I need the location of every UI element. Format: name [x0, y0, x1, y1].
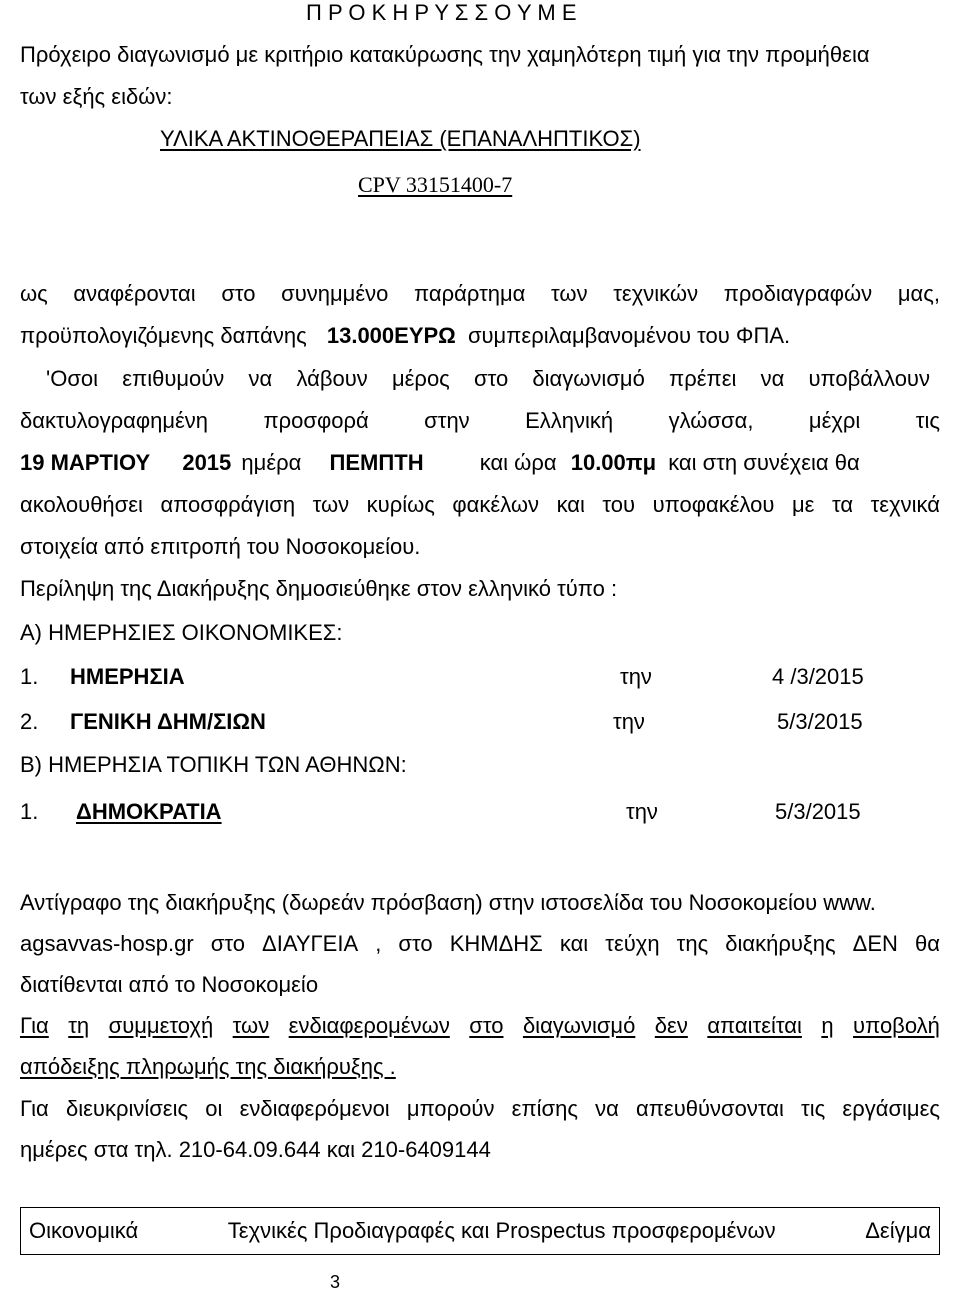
para3-line-1: Για τη συμμετοχή των ενδιαφερομένων στο διαγωνισμό δεν απαιτείται η υποβολή	[20, 1013, 940, 1038]
footer-cell-technical: Τεχνικές Προδιαγραφές και Prospectus προσφερομένων	[227, 1218, 776, 1243]
deadline-day: ΠΕΜΠΤΗ	[329, 450, 424, 475]
deadline-year: 2015	[182, 450, 232, 475]
para4-line-2: ημέρες στα τηλ. 210-64.09.644 και 210-6409144	[20, 1137, 491, 1162]
para1-line-4: δακτυλογραφημένη προσφορά στην Ελληνική γλώσσα, μέχρι τις	[20, 408, 940, 433]
para1-line-5: 19 ΜΑΡΤΙΟΥ 2015 ημέρα ΠΕΜΠΤΗ και ώρα 10.00πμ και στη συνέχεια θα	[20, 450, 860, 475]
cpv-code: CPV 33151400-7	[358, 172, 513, 197]
para2-line-3: διατίθενται από το Νοσοκομείο	[20, 972, 319, 997]
footer-cell-sample: Δείγμα	[865, 1218, 931, 1243]
summary-line: Περίληψη της Διακήρυξης δημοσιεύθηκε στον ελληνικό τύπο :	[20, 576, 618, 601]
footer-cell-economics: Οικονομικά	[29, 1218, 139, 1243]
para1-line-6: ακολουθήσει αποσφράγιση των κυρίως φακέλων και του υποφακέλου με τα τεχνικά	[20, 492, 940, 517]
footer-table	[20, 1207, 940, 1255]
para4-line-1: Για διευκρινίσεις οι ενδιαφερόμενοι μπορούν επίσης να απευθύνσονται τις εργάσιμες	[20, 1096, 940, 1121]
para1-line-3: 'Οσοι επιθυμούν να λάβουν μέρος στο διαγωνισμό πρέπει να υποβάλλουν	[46, 366, 930, 391]
document-title: Π Ρ Ο Κ Η Ρ Υ Σ Σ Ο Υ Μ Ε	[306, 0, 577, 25]
para1-line-7: στοιχεία από επιτροπή του Νοσοκομείου.	[20, 534, 421, 559]
para2-line-2: agsavvas-hosp.gr στο ΔΙΑΥΓΕΙΑ , στο ΚΗΜΔΗΣ και τεύχη της διακήρυξης ΔΕΝ θα	[20, 931, 940, 956]
subject-heading: ΥΛΙΚΑ ΑΚΤΙΝΟΘΕΡΑΠΕΙΑΣ (ΕΠΑΝΑΛΗΠΤΙΚΟΣ)	[160, 126, 641, 151]
group-b-heading: Β) ΗΜΕΡΗΣΙΑ ΤΟΠΙΚΗ ΤΩΝ ΑΘΗΝΩΝ:	[20, 752, 407, 777]
para2-line-1: Αντίγραφο της διακήρυξης (δωρεάν πρόσβαση) στην ιστοσελίδα του Νοσοκομείου www.	[20, 890, 876, 915]
para1-line-1: ως αναφέρονται στο συνημμένο παράρτημα των τεχνικών προδιαγραφών μας,	[20, 281, 940, 306]
intro-line-1: Πρόχειρο διαγωνισμό με κριτήριο κατακύρωσης την χαμηλότερη τιμή για την προμήθεια	[20, 42, 870, 67]
page-number: 3	[330, 1272, 341, 1292]
group-a-heading: Α) ΗΜΕΡΗΣΙΕΣ ΟΙΚΟΝΟΜΙΚΕΣ:	[20, 620, 343, 645]
para3-line-2: απόδειξης πληρωμής της διακήρυξης .	[20, 1054, 396, 1079]
para1-line-2: προϋπολογιζόμενης δαπάνης 13.000ΕΥΡΩ συμπεριλαμβανομένου του ΦΠΑ.	[20, 323, 791, 348]
deadline-time: 10.00πμ	[570, 450, 657, 475]
deadline-date: 19 ΜΑΡΤΙΟΥ	[20, 450, 151, 475]
budget-amount: 13.000ΕΥΡΩ	[326, 323, 456, 348]
intro-line-2: των εξής ειδών:	[20, 84, 173, 109]
